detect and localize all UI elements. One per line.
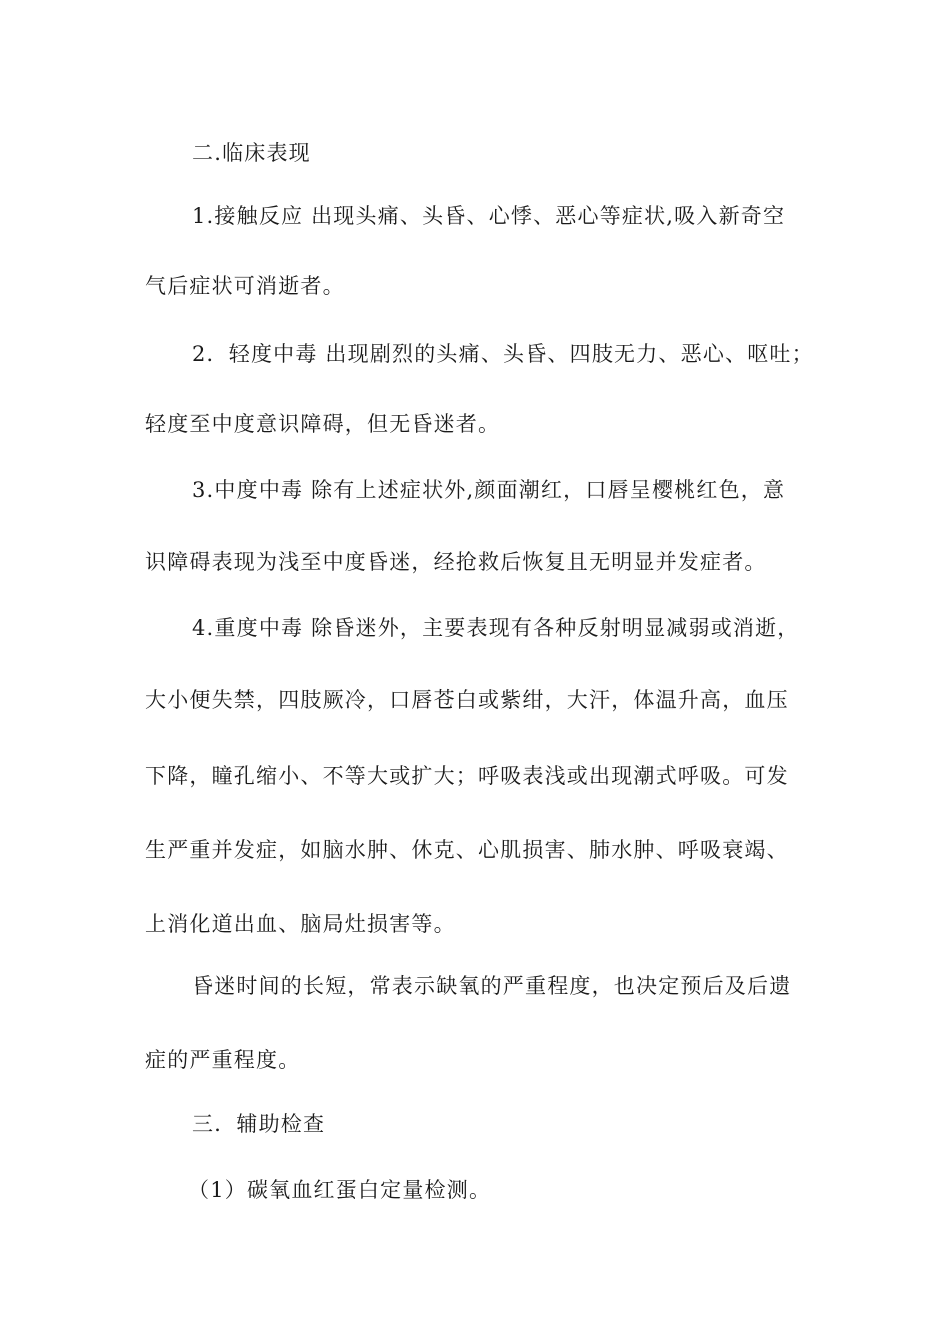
paragraph-line: 大小便失禁，四肢厥冷，口唇苍白或紫绀，大汗，体温升高，血压 (145, 688, 789, 712)
paragraph-line: 生严重并发症，如脑水肿、休克、心肌损害、肺水肿、呼吸衰竭、 (145, 838, 789, 862)
paragraph-line: 症的严重程度。 (145, 1048, 301, 1072)
paragraph-line: 轻度至中度意识障碍，但无昏迷者。 (145, 412, 501, 436)
section-heading-clinical: 二.临床表现 (192, 141, 311, 165)
paragraph-line: 1.接触反应 出现头痛、头昏、心悸、恶心等症状,吸入新奇空 (192, 204, 786, 228)
paragraph-line: 下降，瞳孔缩小、不等大或扩大；呼吸表浅或出现潮式呼吸。可发 (145, 764, 789, 788)
paragraph-line: 2．轻度中毒 出现剧烈的头痛、头昏、四肢无力、恶心、呕吐； (192, 342, 814, 366)
paragraph-line: 4.重度中毒 除昏迷外，主要表现有各种反射明显减弱或消逝， (192, 616, 800, 640)
paragraph-line: 上消化道出血、脑局灶损害等。 (145, 912, 456, 936)
paragraph-line: 识障碍表现为浅至中度昏迷，经抢救后恢复且无明显并发症者。 (145, 550, 767, 574)
section-heading-auxiliary: 三．辅助检查 (192, 1112, 326, 1136)
paragraph-line: 气后症状可消逝者。 (145, 274, 345, 298)
paragraph-line: 昏迷时间的长短，常表示缺氧的严重程度，也决定预后及后遗 (192, 974, 792, 998)
list-item: （1）碳氧血红蛋白定量检测。 (188, 1178, 492, 1202)
paragraph-line: 3.中度中毒 除有上述症状外,颜面潮红，口唇呈樱桃红色，意 (192, 478, 786, 502)
